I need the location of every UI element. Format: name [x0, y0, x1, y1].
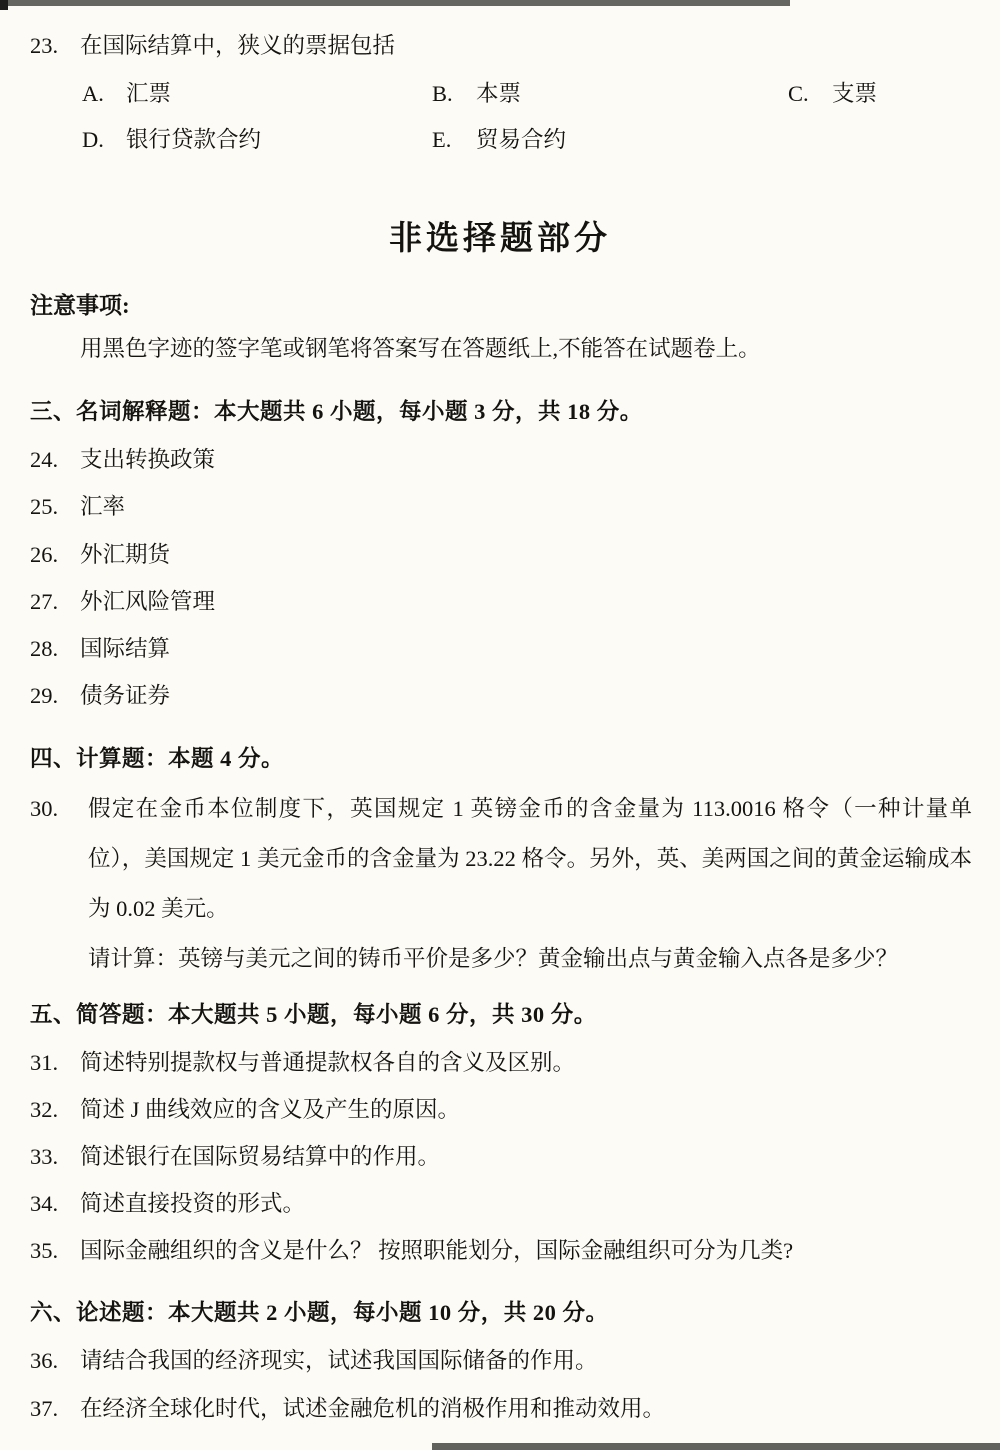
question-number: 23.: [30, 33, 59, 58]
item-35: [30, 1233, 793, 1265]
item-text: 国际金融组织的含义是什么？ 按照职能划分，国际金融组织可分为几类?: [80, 1238, 794, 1263]
item-number: 26.: [30, 542, 59, 567]
item-text: 外汇风险管理: [80, 589, 216, 614]
part-heading: 非选择题部分: [389, 221, 611, 257]
section-three-heading: 三、名词解释题：本大题共 6 小题，每小题 3 分，共 18 分。: [30, 399, 643, 424]
item-text: 简述直接投资的形式。: [80, 1191, 306, 1216]
question-number: 30.: [30, 796, 59, 821]
item-number: 34.: [30, 1191, 59, 1216]
item-number: 25.: [30, 494, 59, 519]
item-text: 外汇期货: [80, 542, 171, 567]
item-number: 37.: [30, 1396, 59, 1421]
item-28: [30, 631, 170, 663]
section-six-heading: 六、论述题：本大题共 2 小题，每小题 10 分，共 20 分。: [30, 1300, 609, 1325]
item-text: 在经济全球化时代，试述金融危机的消极作用和推动效用。: [80, 1396, 666, 1421]
item-text: 简述特别提款权与普通提款权各自的含义及区别。: [80, 1050, 576, 1075]
item-number: 36.: [30, 1348, 59, 1373]
item-29: [30, 678, 170, 710]
item-text: 请结合我国的经济现实，试述我国国际储备的作用。: [80, 1348, 598, 1373]
option-label: D.: [82, 127, 104, 152]
item-text: 简述 J 曲线效应的含义及产生的原因。: [80, 1097, 461, 1122]
section-five-heading: 五、简答题：本大题共 5 小题，每小题 6 分，共 30 分。: [30, 1002, 597, 1027]
question-23: [30, 28, 395, 60]
item-number: 31.: [30, 1050, 59, 1075]
option-text: 银行贷款合约: [126, 127, 262, 152]
question-text: 在国际结算中，狭义的票据包括: [80, 33, 396, 58]
section-four-heading: 四、计算题：本题 4 分。: [30, 746, 285, 771]
option-text: 贸易合约: [476, 127, 567, 152]
notice-body: 用黑色字迹的签字笔或钢笔将答案写在答题纸上,不能答在试题卷上。: [80, 336, 761, 361]
item-number: 28.: [30, 636, 59, 661]
question-30-ask: 请计算：英镑与美元之间的铸币平价是多少？黄金输出点与黄金输入点各是多少？: [88, 946, 899, 971]
item-number: 24.: [30, 447, 59, 472]
item-25: [30, 489, 125, 521]
item-text: 债务证券: [80, 683, 171, 708]
item-text: 汇率: [80, 494, 126, 519]
item-text: 支出转换政策: [80, 447, 216, 472]
option-a: [82, 76, 171, 108]
option-text: 支票: [832, 81, 878, 106]
scan-artifact-bottom-bar: [432, 1443, 1000, 1450]
question-text: 假定在金币本位制度下，英国规定 1 英镑金币的含金量为 113.0016 格令（一种计量单位），美国规定 1 美元金币的含金量为 23.22 格令。另外，英、美两国之间的黄金运输成本为 0.02 美元。: [88, 796, 972, 921]
item-number: 32.: [30, 1097, 59, 1122]
item-32: [30, 1092, 460, 1124]
option-b: [432, 76, 521, 108]
notice-title: 注意事项:: [30, 293, 130, 318]
option-d: [82, 122, 261, 154]
item-text: 简述银行在国际贸易结算中的作用。: [80, 1144, 441, 1169]
option-label: C.: [788, 81, 809, 106]
item-number: 27.: [30, 589, 59, 614]
item-number: 35.: [30, 1238, 59, 1263]
item-number: 33.: [30, 1144, 59, 1169]
option-label: E.: [432, 127, 452, 152]
option-e: [432, 122, 566, 154]
item-number: 29.: [30, 683, 59, 708]
scan-artifact-top-bar: [0, 0, 790, 6]
item-34: [30, 1186, 305, 1218]
item-24: [30, 442, 215, 474]
item-33: [30, 1139, 440, 1171]
option-label: B.: [432, 81, 453, 106]
scan-artifact-corner-mark: [0, 0, 8, 10]
option-text: 本票: [476, 81, 522, 106]
item-26: [30, 537, 170, 569]
option-text: 汇票: [126, 81, 172, 106]
question-30-body: [30, 784, 972, 934]
item-27: [30, 584, 215, 616]
question-30: [30, 784, 972, 984]
item-36: [30, 1343, 598, 1375]
option-label: A.: [82, 81, 104, 106]
item-31: [30, 1045, 575, 1077]
item-37: [30, 1391, 665, 1423]
item-text: 国际结算: [80, 636, 171, 661]
option-c: [788, 76, 877, 108]
